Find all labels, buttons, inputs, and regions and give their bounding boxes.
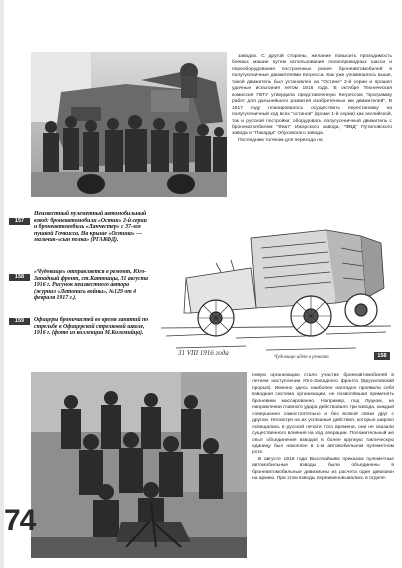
paragraph-bottom-tail: В августе 1916 года Высочайшим приказом пулеметные автомобильные взводы были объединены в бронеавтомобильные дивизионы из расчета один дивизион на армию. При этом взводы переименовывались в отделе- xyxy=(252,456,394,482)
photo-officers-159 xyxy=(31,372,247,558)
article-text-bottom xyxy=(252,373,394,483)
article-text-top xyxy=(232,54,392,144)
photo-armored-cars-157 xyxy=(31,52,227,197)
caption-157: Неизвестный пулеметный автомобильный взвод: бронеавтомобили «Остин» 2-й серии и бронеавтомобиль «Ланчестер» с 37-мм пушкой Гочкисса. На крыше «Остина» — мальчик-«сын полка» (РГАКФД). xyxy=(34,211,147,244)
sketch-inscription: Чудовище идет в ремонт xyxy=(274,355,329,360)
caption-number-159: 159 xyxy=(9,318,30,325)
paragraph-top-tail: Последним толчком для перехода на xyxy=(238,137,323,143)
page-edge xyxy=(0,0,4,568)
photo-badge-158: 158 xyxy=(374,352,390,360)
caption-159: Офицеры броничастей во время занятий по стрельбе в Офицерской стрелковой школе, 1916 г. (фото из коллекции М.Коломийца). xyxy=(34,317,149,337)
sketch-armored-truck-158 xyxy=(156,208,396,363)
caption-number-158: 158 xyxy=(9,274,30,281)
page-number: 74 xyxy=(4,504,36,537)
sketch-signature: 31 VIII 1916 года xyxy=(178,349,229,357)
caption-number-157: 157 xyxy=(9,218,30,225)
paragraph-top: заводах. С другой стороны, желание повысить проходимость боевых машин путем использования полноприводных шасси и переоборудования построенных ранее бронеавтомобилей в полугусеничные движителями Кегресса. Как уже упоминалось выше, такой движитель был установлен на "Остине" 2-й серии и прошел удачные испытания летом 1916 года. В октябре Техническая комиссия ГВТУ утвердила представленную Кегрессом "программу работ для дальнейшего развития изобретенных им движителей". В 1917 году планировалось осуществить перестановку на полугусеничный ход всех "остинов" (кроме 1-й серии) как английской, так и русской постройки; оборудовать полугусеничный движитель с бронекатопбилем "Фиат" Ижорского завода, "ФВД" Путиловского завода и "Пакарда" Обуховского завода. xyxy=(232,54,392,137)
paragraph-bottom: новую организацию стало участие бронеавтомобилей в летнем наступлении Юго-Западного фронта (Брусиловский прорыв). Именно здесь наиболее наглядно проявила себя взводная система организации, не позволявшая применять броневики массированно. Например, под Луцком, на направлении главного удара действовало три взвода, каждый совершенно самостоятельно и без всякой связи друг с другом. Несмотря на их успешные действия, которые широко освещались в русской печати того времени, они не оказали существенного влияния на ход операции. Положительный же опыт объединения взводов в более крупную тактическую единицу был накоплен в 1-м автомобильном пулеметном роте. xyxy=(252,373,394,456)
caption-158: «Чудовище» отправляется в ремонт, Юго-Западный фронт, ст.Катюшцы, 31 августа 1916 г. Рисунок неизвестного автора (журнал «Летопись войны», №129 от 4 февраля 1917 г.). xyxy=(34,269,149,302)
